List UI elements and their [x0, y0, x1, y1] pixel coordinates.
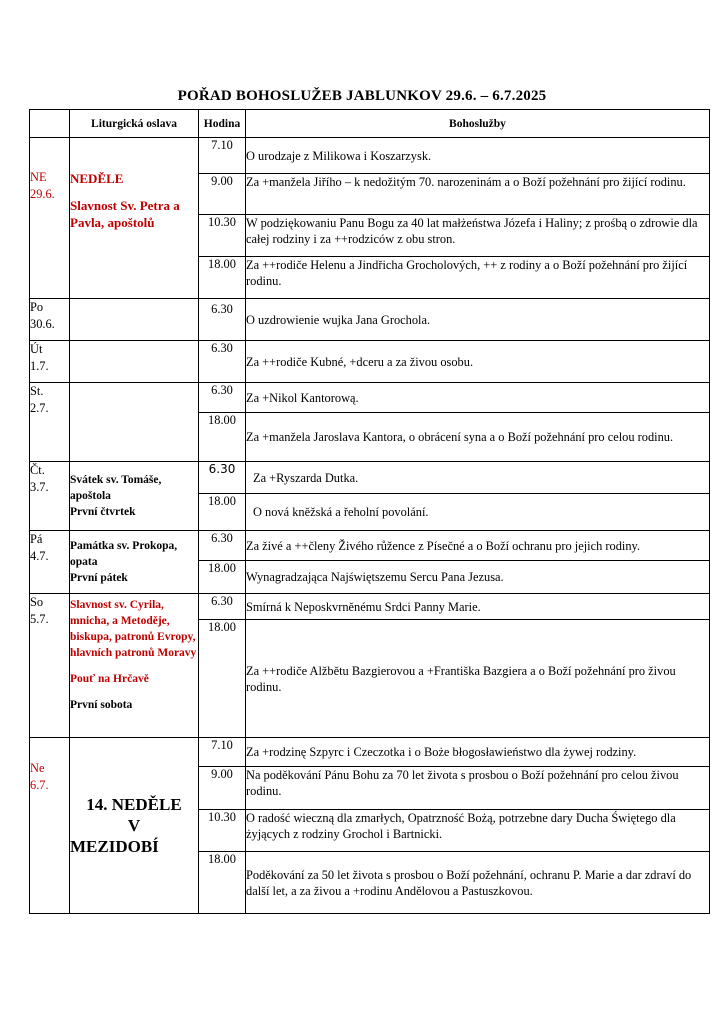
- mass-intention: Za ++rodiče Kubné, +dceru a za živou osobu.: [246, 341, 710, 383]
- mass-intention: O nová kněžská a řeholní povolání.: [246, 494, 710, 531]
- mass-intention: Wynagradzająca Najświętszemu Sercu Pana Jezusa.: [246, 561, 710, 594]
- mass-intention: Za ++rodiče Helenu a Jindřicha Grocholových, ++ z rodiny a o Boží požehnání pro žijící rodinu.: [246, 257, 710, 299]
- day-cell-monday-30-6: [30, 299, 70, 341]
- schedule-table: [29, 109, 710, 914]
- mass-hour: 18.00: [199, 852, 246, 914]
- day-date: 1.7.: [30, 359, 49, 373]
- day-cell-thursday-3-7: [30, 462, 70, 531]
- mass-hour: 7.10: [199, 138, 246, 174]
- liturgy-feast: Svátek sv. Tomáše, apoštola: [70, 474, 162, 502]
- header-hour: Hodina: [199, 110, 246, 138]
- day-cell-saturday-5-7: [30, 594, 70, 738]
- mass-hour: 18.00: [199, 257, 246, 299]
- liturgy-note: První čtvrtek: [70, 506, 136, 518]
- mass-hour: 9.00: [199, 174, 246, 215]
- mass-intention: Za ++rodiče Alžbětu Bazgierovou a +Františka Bazgiera a o Boží požehnání pro živou rodinu.: [246, 620, 710, 738]
- day-cell-tuesday-1-7: [30, 341, 70, 383]
- mass-intention: W podziękowaniu Panu Bogu za 40 lat małżeństwa Józefa i Haliny; z prośbą o zdrowie dla całej rodziny i za ++rodziców z obu stron.: [246, 215, 710, 257]
- table-row: [30, 531, 710, 561]
- day-date: 30.6.: [30, 317, 55, 331]
- mass-intention: Za +Ryszarda Dutka.: [246, 462, 710, 494]
- day-abbr: NE: [30, 170, 47, 184]
- mass-hour: 10.30: [199, 215, 246, 257]
- mass-hour: 9.00: [199, 767, 246, 810]
- liturgy-cell-sunday-29-6: [70, 138, 199, 299]
- mass-intention: Za +manžela Jaroslava Kantora, o obrácení syna a o Boží požehnání pro celou rodinu.: [246, 413, 710, 462]
- day-abbr: Ne: [30, 761, 45, 775]
- liturgy-note: První sobota: [70, 699, 133, 711]
- mass-intention: Za živé a ++členy Živého růžence z Písečné a o Boží ochranu pro jejich rodiny.: [246, 531, 710, 561]
- mass-intention: O uzdrowienie wujka Jana Grochola.: [246, 299, 710, 341]
- liturgy-title-line-2: V: [127, 816, 141, 835]
- liturgy-cell-tuesday-1-7: [70, 341, 199, 383]
- liturgy-cell-thursday-3-7: [70, 462, 199, 531]
- mass-hour: 18.00: [199, 561, 246, 594]
- mass-intention: Za +rodzinę Szpyrc i Czeczotka i o Boże błogosławieństwo dla żywej rodziny.: [246, 738, 710, 767]
- mass-hour: 18.00: [199, 494, 246, 531]
- liturgy-feast: Slavnost Sv. Petra a Pavla, apoštolů: [70, 198, 180, 230]
- day-date: 29.6.: [30, 187, 55, 201]
- liturgy-feast: Slavnost sv. Cyrila, mnicha, a Metoděje, biskupa, patronů Evropy, hlavních patronů Moravy: [70, 599, 197, 659]
- liturgy-feast: Památka sv. Prokopa, opata: [70, 540, 178, 568]
- table-row: [30, 738, 710, 767]
- table-row: [30, 462, 710, 494]
- mass-intention: Na poděkování Pánu Bohu za 70 let života s prosbou o Boží požehnání pro celou živou rodinu.: [246, 767, 710, 810]
- mass-hour: 6.30: [199, 531, 246, 561]
- day-date: 4.7.: [30, 549, 49, 563]
- day-date: 2.7.: [30, 401, 49, 415]
- table-row: [30, 341, 710, 383]
- mass-hour: 6.30: [199, 341, 246, 383]
- mass-hour: 7.10: [199, 738, 246, 767]
- liturgy-title-line-3: MEZIDOBÍ: [70, 837, 159, 856]
- mass-intention: Smírná k Neposkvrněnému Srdci Panny Marie.: [246, 594, 710, 620]
- mass-intention: Za +manžela Jiřího – k nedožitým 70. narozeninám a o Boží požehnání pro žijící rodinu.: [246, 174, 710, 215]
- day-abbr: So: [30, 595, 44, 609]
- mass-hour: 6.30: [199, 594, 246, 620]
- table-row: [30, 299, 710, 341]
- mass-hour: 10.30: [199, 810, 246, 852]
- mass-intention: Poděkování za 50 let života s prosbou o Boží požehnání, ochranu P. Marie a dar zdraví do další let, a za živou a +rodinu Andělovou a Pastuszkovou.: [246, 852, 710, 914]
- liturgy-title-line-1: 14. NEDĚLE: [86, 795, 182, 814]
- mass-hour: 6.30: [199, 462, 246, 494]
- day-cell-sunday-29-6: [30, 138, 70, 299]
- mass-hour: 6.30: [199, 383, 246, 413]
- table-header-row: [30, 110, 710, 138]
- day-date: 6.7.: [30, 778, 49, 792]
- liturgy-pilgrimage: Pouť na Hrčavě: [70, 673, 149, 685]
- day-abbr: Út: [30, 342, 43, 356]
- liturgy-cell-sunday-6-7: [70, 738, 199, 914]
- table-row: [30, 383, 710, 413]
- mass-hour: 18.00: [199, 413, 246, 462]
- day-abbr: Pá: [30, 532, 43, 546]
- liturgy-note: První pátek: [70, 572, 128, 584]
- mass-intention: O urodzaje z Milikowa i Koszarzysk.: [246, 138, 710, 174]
- header-services: Bohoslužby: [246, 110, 710, 138]
- table-row: [30, 594, 710, 620]
- liturgy-cell-saturday-5-7: [70, 594, 199, 738]
- mass-intention: O radość wieczną dla zmarłych, Opatrzność Bożą, potrzebne dary Ducha Świętego dla żyjących z rodziny Grochol i Bartnicki.: [246, 810, 710, 852]
- mass-intention: Za +Nikol Kantorową.: [246, 383, 710, 413]
- day-date: 5.7.: [30, 612, 49, 626]
- day-cell-sunday-6-7: [30, 738, 70, 914]
- day-abbr: Čt.: [30, 463, 45, 477]
- liturgy-cell-wednesday-2-7: [70, 383, 199, 462]
- table-row: [30, 138, 710, 174]
- day-cell-wednesday-2-7: [30, 383, 70, 462]
- mass-hour: 6.30: [199, 299, 246, 341]
- day-abbr: St.: [30, 384, 44, 398]
- page-title: POŘAD BOHOSLUŽEB JABLUNKOV 29.6. – 6.7.2025: [177, 88, 547, 104]
- day-date: 3.7.: [30, 480, 49, 494]
- header-liturgy: Liturgická oslava: [70, 110, 199, 138]
- liturgy-cell-friday-4-7: [70, 531, 199, 594]
- header-day: [30, 110, 70, 138]
- day-cell-friday-4-7: [30, 531, 70, 594]
- day-abbr: Po: [30, 300, 44, 314]
- liturgy-title: NEDĚLE: [70, 171, 124, 186]
- liturgy-cell-monday-30-6: [70, 299, 199, 341]
- mass-hour: 18.00: [199, 620, 246, 738]
